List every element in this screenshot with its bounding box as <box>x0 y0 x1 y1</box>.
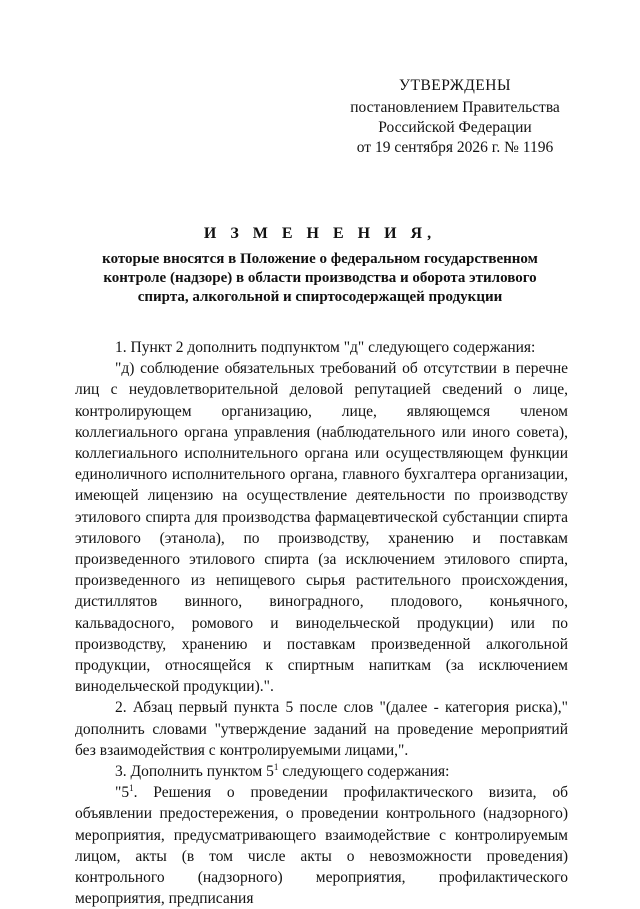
document-body <box>75 337 568 909</box>
paragraph-5 <box>75 782 568 909</box>
approval-line-1: постановлением Правительства <box>350 99 560 116</box>
approval-block <box>330 76 580 158</box>
document-title: И З М Е Н Е Н И Я, <box>203 225 437 242</box>
approval-line-2: Российской Федерации <box>378 119 532 136</box>
approval-heading: УТВЕРЖДЕНЫ <box>399 77 511 94</box>
paragraph-4-text: 3. Дополнить пунктом 5 <box>115 763 274 781</box>
paragraph-4 <box>75 761 568 782</box>
document-subtitle: которые вносятся в Положение о федеральном государственном контроле (надзоре) в области производства и оборота этилового спирта, алкогольной и спиртосодержащей продукции <box>102 251 538 305</box>
approval-line-3: от 19 сентября 2026 г. № 1196 <box>356 139 554 156</box>
paragraph-5-text-end: . Решения о проведении профилактического визита, об объявлении предостережения, о проведении контрольного (надзорного) мероприятия, предусматривающего взаимодействие с контролируемым лицом, акты (в том числе акты о невозможности проведения) контрольного (надзорного) мероприятия, профилактического мероприятия, предписания <box>75 784 568 908</box>
paragraph-3: 2. Абзац первый пункта 5 после слов "(далее - категория риска)," дополнить словами "утверждение заданий на проведение мероприятий без взаимодействия с контролируемыми лицами,". <box>75 699 568 759</box>
paragraph-2: "д) соблюдение обязательных требований об отсутствии в перечне лиц с неудовлетворительной деловой репутацией сведений о лице, контролирующем организацию, лице, являющемся членом коллегиального органа управления (наблюдательного или иного совета), коллегиального исполнительного органа или осуществляющем функции единоличного исполнительного органа, главного бухгалтера организации, имеющей лицензию на осуществление деятельности по производству этилового спирта для производства фармацевтической субстанции спирта этилового (этанола), по производству, хранению и поставкам произведенного этилового спирта (за исключением этилового спирта, произведенного из непищевого сырья растительного происхождения, дистиллятов винного, виноградного, плодового, коньячного, кальвадосного, ромового и винодельческой продукции) или по производству, хранению и поставкам произведенной алкогольной продукции, относящейся к спиртным напиткам (за исключением винодельческой продукции).". <box>75 360 568 696</box>
paragraph-1: 1. Пункт 2 дополнить подпунктом "д" следующего содержания: <box>115 339 536 356</box>
paragraph-4-superscript: 1 <box>273 762 279 773</box>
paragraph-5-superscript: 1 <box>129 783 134 794</box>
paragraph-5-text: "5 <box>115 784 130 802</box>
paragraph-4-text-end: следующего содержания: <box>278 763 450 781</box>
